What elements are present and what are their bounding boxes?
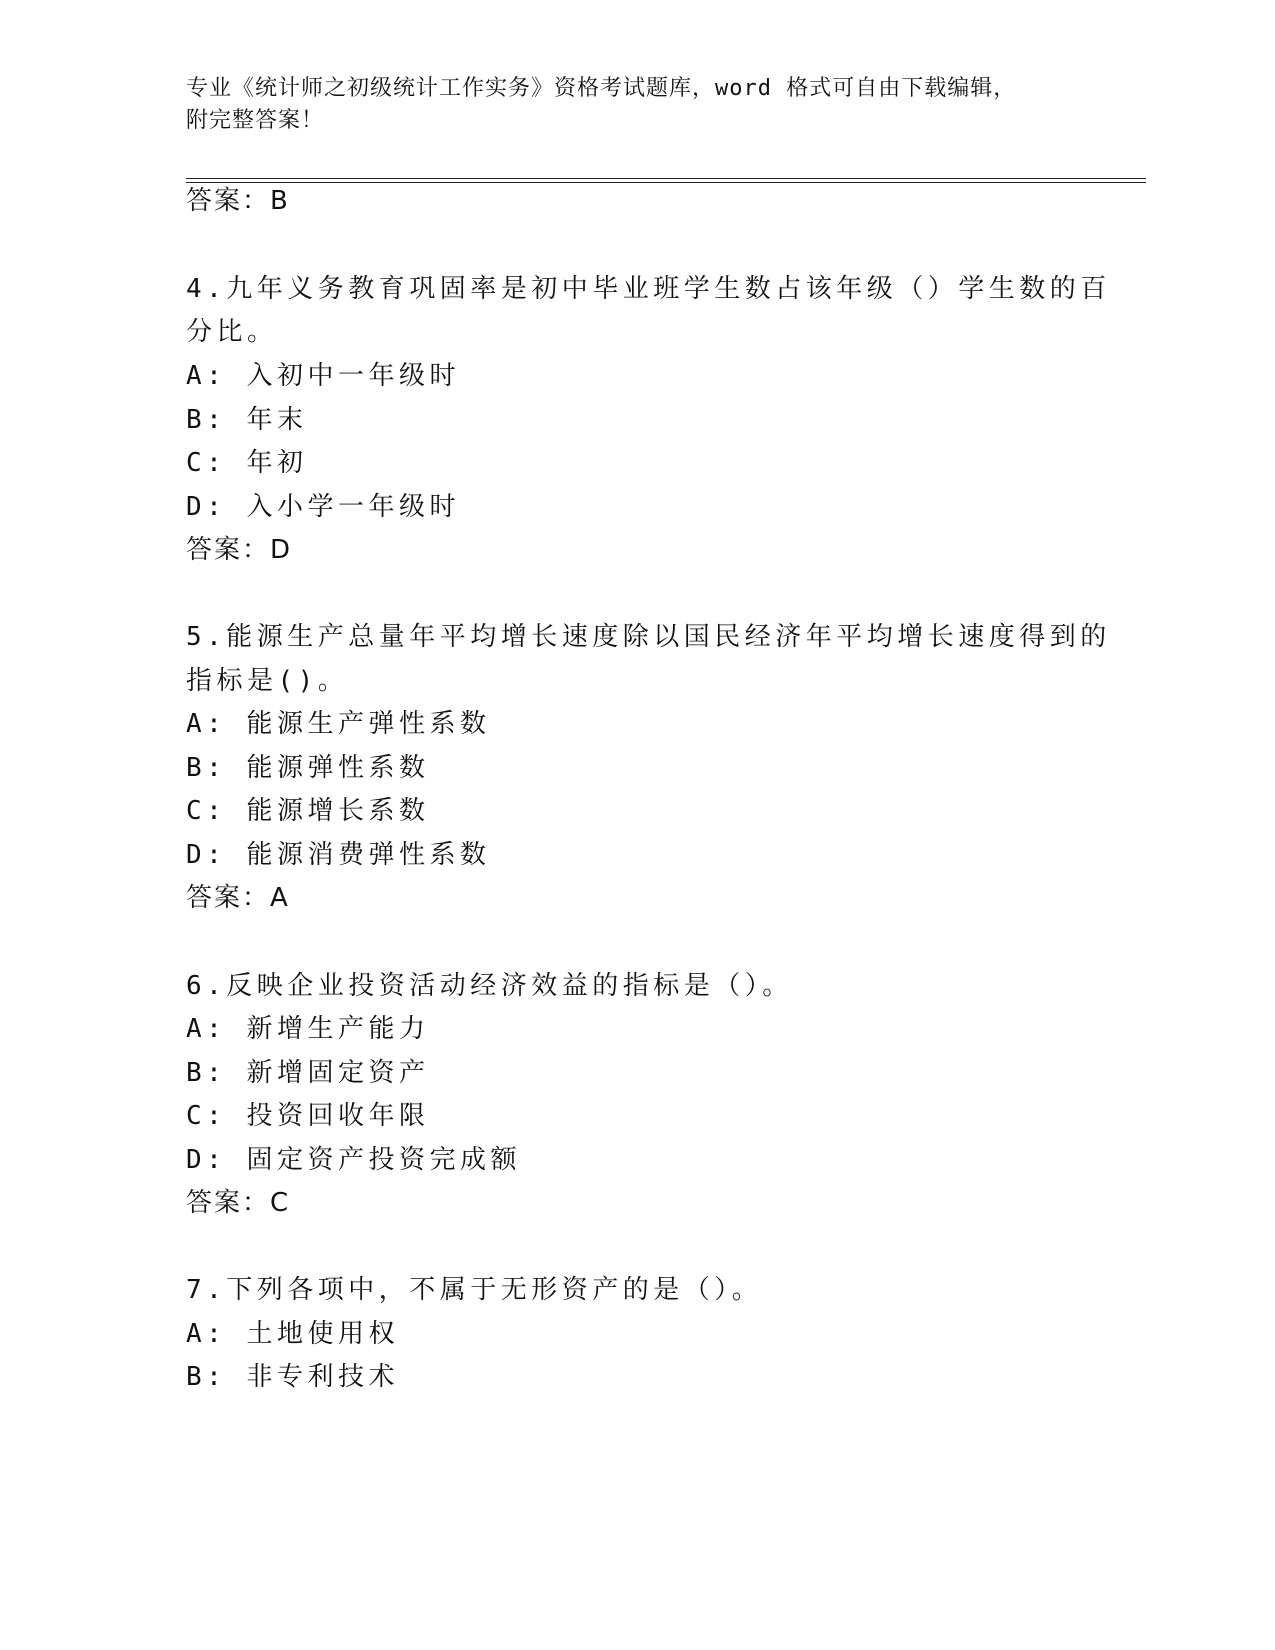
question-6-answer: 答案：C [186, 1188, 291, 1218]
question-5-option-d: D: 能源消费弹性系数 [186, 840, 491, 870]
question-4-option-d: D: 入小学一年级时 [186, 492, 460, 522]
header-line-2: 附完整答案！ [186, 108, 325, 133]
question-5-stem-line-1: 5.能源生产总量年平均增长速度除以国民经济年平均增长速度得到的 [186, 622, 1111, 652]
header-divider-top [186, 178, 1146, 179]
question-6-option-c: C: 投资回收年限 [186, 1101, 430, 1131]
question-5-answer: 答案：A [186, 883, 290, 913]
answer-label-q3: 答案：B [186, 186, 290, 216]
question-6-option-a: A: 新增生产能力 [186, 1014, 430, 1044]
header-line-1: 专业《统计师之初级统计工作实务》资格考试题库，word 格式可自由下载编辑， [186, 76, 1017, 101]
question-5-option-c: C: 能源增长系数 [186, 796, 430, 826]
question-4-stem-line-1: 4.九年义务教育巩固率是初中毕业班学生数占该年级（）学生数的百 [186, 274, 1111, 304]
question-4-stem-line-2: 分比。 [186, 317, 278, 347]
question-5-option-a: A: 能源生产弹性系数 [186, 709, 491, 739]
question-6-option-b: B: 新增固定资产 [186, 1058, 430, 1088]
question-4-option-a: A: 入初中一年级时 [186, 361, 460, 391]
question-4-option-b: B: 年末 [186, 405, 308, 435]
question-5-stem-line-2: 指标是()。 [186, 666, 349, 696]
question-6-stem-line-1: 6.反映企业投资活动经济效益的指标是（）。 [186, 971, 793, 1001]
question-4-option-c: C: 年初 [186, 448, 308, 478]
question-6-option-d: D: 固定资产投资完成额 [186, 1145, 521, 1175]
question-7-stem-line-1: 7.下列各项中，不属于无形资产的是（）。 [186, 1275, 763, 1305]
question-5-option-b: B: 能源弹性系数 [186, 753, 430, 783]
question-7-option-a: A: 土地使用权 [186, 1319, 399, 1349]
question-4-answer: 答案：D [186, 535, 293, 565]
document-header [186, 73, 1066, 137]
header-divider-bottom [186, 182, 1146, 183]
question-7-option-b: B: 非专利技术 [186, 1362, 399, 1392]
